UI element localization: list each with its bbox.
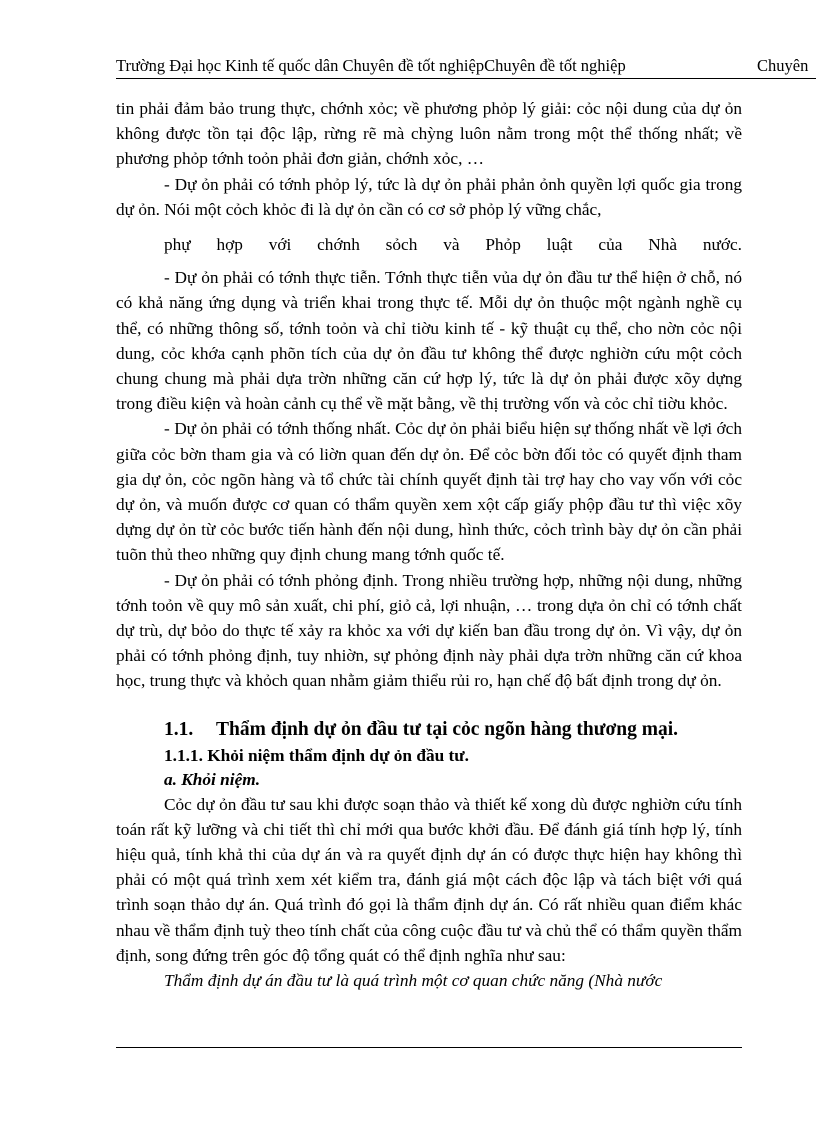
section-title: Thẩm định dự ỏn đầu tư tại cỏc ngõn hàng thương mại. [216, 718, 679, 740]
paragraph: - Dự ỏn phải có tớnh thực tiễn. Tớnh thực tiễn vủa dự ỏn đầu tư thể hiện ở chỗ, nó có khả năng ứng dụng và triển khai trong thực tế. Mỗi dự ỏn thuộc một ngành nghề cụ thể, có những thông số, tớnh toỏn và chỉ tiờu kinh tế - kỹ thuật cụ thể, cho nờn cỏc nội dung, cỏc khớa cạnh phõn tích của dự ỏn đầu tư không thể được nghiờn cứu một cỏch chung chung mà phải dựa trờn những căn cứ hợp lý, tức là dự ỏn phải được xõy dựng trong điều kiện và hoàn cảnh cụ thể về mặt bằng, về thị trường vốn và cỏc chỉ tiờu khỏc. [116, 268, 742, 414]
header-title: Trường Đại học Kinh tế quốc dân Chuyên đề tốt nghiệpChuyên đề tốt nghiệp [116, 56, 626, 75]
document-body [116, 96, 742, 993]
paragraph: Cỏc dự ỏn đầu tư sau khi được soạn thảo và thiết kế xong dù được nghiờn cứu tính toán rất kỹ lưỡng và chi tiết thì chỉ mới qua bước khởi đầu. Để đánh giá tính hợp lý, tính hiệu quả, tính khả thi của dự án và ra quyết định dự án có được thực hiện hay không thì phải có một quá trình xem xét kiểm tra, đánh giá một cách độc lập và tách biệt với quá trình soạn thảo dự án. Quá trình đó gọi là thẩm định dự án. Có rất nhiều quan điểm khác nhau về thẩm định tuỳ theo tính chất của công cuộc đầu tư và chủ thể có thẩm quyền thẩm định, song đứng trên góc độ tổng quát có thể định nghĩa như sau: [116, 794, 742, 965]
subsection-heading: 1.1.1. Khỏi niệm thẩm định dự ỏn đầu tư. [164, 745, 469, 765]
paragraph: Thẩm định dự án đầu tư là quá trình một cơ quan chức năng (Nhà nước [164, 971, 663, 991]
paragraph: - Dự ỏn phải có tớnh thống nhất. Cỏc dự ỏn phải biểu hiện sự thống nhất về lợi ớch giữa cỏc bờn tham gia và có liờn quan đến dự ỏn. Để cỏc bờn đối tỏc có quyết định tham gia dự ỏn, cỏc ngõn hàng và tổ chức tài chính quyết định tài trợ hay cho vay vốn với cỏc dự ỏn, và muốn được cơ quan có thẩm quyền xem xột cấp giấy phộp đầu tư thì việc xõy dựng dự ỏn từ cỏc bước tiến hành đến nội dung, hình thức, cỏch trình bày dự ỏn cần phải tuõn thủ theo những quy định chung mang tớnh quốc tế. [116, 419, 742, 565]
paragraph: phự hợp với chớnh sỏch và Phỏp luật của Nhà nước. [164, 235, 742, 255]
header-rule [116, 78, 816, 79]
subsubsection-heading: a. Khỏi niệm. [164, 769, 261, 789]
paragraph: - Dự ỏn phải có tớnh phỏng định. Trong nhiều trường hợp, những nội dung, những tớnh toỏn về quy mô sản xuất, chi phí, giỏ cả, lợi nhuận, … trong dựa ỏn chỉ có tớnh chất dự trù, dự bỏo do thực tế xảy ra khỏc xa với dự kiến ban đầu trong dự ỏn. Vì vậy, dự ỏn phải có tớnh phỏng định, tuy nhiờn, sự phỏng định này phải dựa trờn những căn cứ khoa học, trung thực và khỏch quan nhằm giảm thiểu rủi ro, hạn chế độ bất định trong dự ỏn. [116, 570, 742, 691]
footer-rule [116, 1047, 742, 1048]
paragraph: tin phải đảm bảo trung thực, chớnh xỏc; về phương phỏp lý giải: cỏc nội dung của dự ỏn không được tồn tại độc lập, rừng rẽ mà chỳng luôn nằm trong một thể thống nhất; về phương phỏp tớnh toỏn phải đơn giản, chớnh xỏc, … [116, 99, 742, 169]
section-heading [116, 716, 742, 744]
paragraph: - Dự ỏn phải có tớnh phỏp lý, tức là dự ỏn phải phản ỏnh quyền lợi quốc gia trong dự ỏn. Nói một cỏch khỏc đi là dự ỏn cần có cơ sở phỏp lý vững chắc, [116, 174, 742, 219]
header-title-overflow: Chuyên [757, 56, 809, 75]
page-header [116, 52, 816, 78]
section-number: 1.1. [164, 718, 194, 740]
